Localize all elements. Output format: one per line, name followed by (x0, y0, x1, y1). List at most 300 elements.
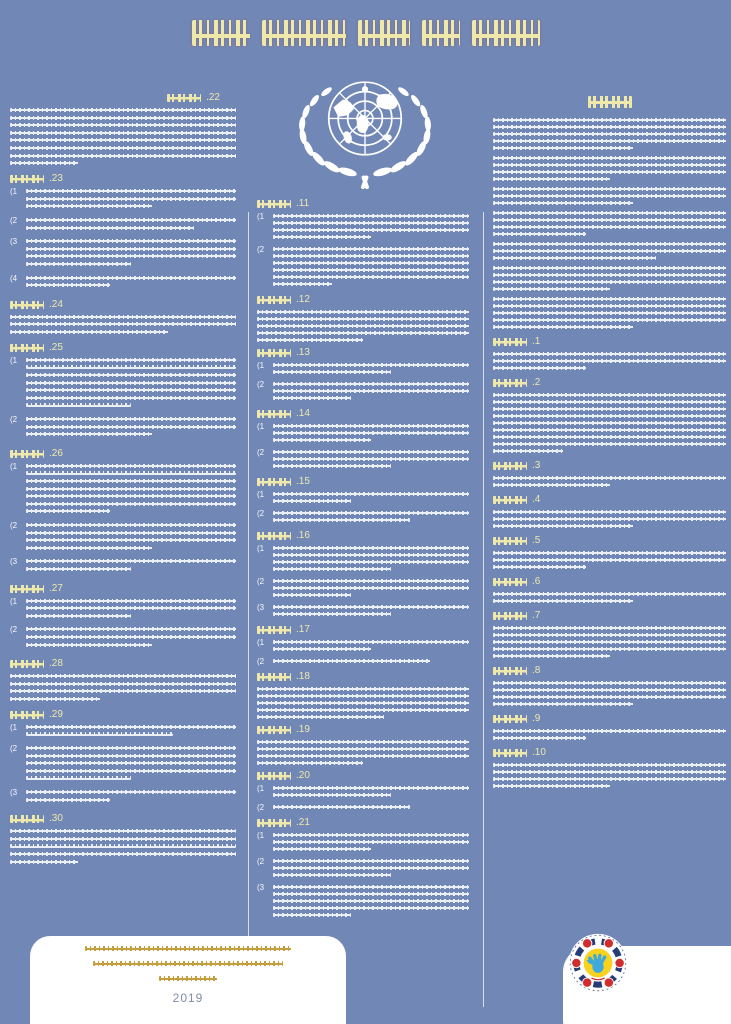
clause-lines (26, 239, 236, 269)
article-number: .12 (296, 294, 310, 305)
article-heading (493, 611, 726, 621)
clause-lines (273, 546, 469, 574)
script-text-line (273, 221, 469, 225)
column-divider-right (483, 212, 484, 1007)
clause-lines (273, 424, 469, 445)
clause-lines (26, 523, 236, 553)
olive-leaf (338, 166, 358, 178)
script-text-line (493, 435, 726, 439)
script-text-line (273, 457, 469, 461)
script-text-line (26, 403, 131, 407)
script-text-line (273, 511, 469, 515)
article-number: .3 (532, 460, 541, 471)
article-word-script (257, 726, 291, 734)
article-2 (493, 378, 726, 453)
script-text-line (273, 866, 469, 870)
paragraph (10, 108, 236, 165)
script-text-line (257, 331, 469, 335)
script-text-line (493, 352, 726, 356)
clause (257, 492, 469, 506)
article-26 (10, 449, 236, 575)
article-30 (10, 814, 236, 863)
script-text-line (10, 674, 236, 678)
clause (10, 417, 236, 440)
article-number: .18 (296, 671, 310, 682)
paragraph (493, 626, 726, 658)
clause (10, 746, 236, 784)
script-text-line (26, 396, 236, 400)
script-text-line (273, 363, 469, 367)
script-text-line (273, 261, 469, 265)
clause (10, 596, 236, 622)
script-text-line (26, 197, 236, 201)
script-text-line (493, 442, 726, 446)
clause (10, 461, 236, 517)
olive-leaf (424, 116, 431, 131)
clause-number: (2 (257, 509, 265, 518)
olive-leaf (389, 159, 408, 175)
script-text-line (26, 494, 236, 498)
script-text-line (493, 599, 633, 603)
script-text-line (273, 268, 469, 272)
clause-lines (26, 276, 236, 291)
clause-number: (1 (10, 461, 18, 471)
script-text-line (273, 424, 469, 428)
script-text-line (493, 558, 726, 562)
clause-number: (2 (257, 657, 265, 666)
article-word-script (257, 296, 291, 304)
script-text-line (273, 593, 351, 597)
script-text-line (493, 421, 726, 425)
clause-lines (26, 790, 236, 805)
article-heading (257, 818, 469, 828)
article-number: .13 (296, 347, 310, 358)
clause-number: (1 (257, 212, 265, 221)
script-text-line (10, 837, 236, 841)
script-text-line (493, 359, 726, 363)
script-text-line (493, 211, 726, 215)
script-text-line (493, 565, 586, 569)
script-text-line (493, 784, 610, 788)
script-text-line (493, 232, 586, 236)
script-text-line (26, 776, 131, 780)
clause-number: (1 (257, 422, 265, 431)
script-text-line (26, 204, 152, 208)
clause-lines (273, 640, 469, 654)
article-heading (493, 337, 726, 347)
paragraph (493, 187, 726, 205)
column-articles-11-21 (257, 193, 469, 925)
script-text-line (26, 732, 173, 736)
script-text-line (26, 531, 236, 535)
article-13 (257, 348, 469, 403)
article-heading (493, 748, 726, 758)
clause-number: (3 (257, 883, 265, 892)
clause (257, 511, 469, 525)
script-text-line (493, 194, 726, 198)
script-text-line (273, 605, 469, 609)
article-28 (10, 659, 236, 701)
article-word-script (10, 815, 44, 823)
script-text-line (493, 170, 726, 174)
script-text-line (26, 487, 236, 491)
script-text-line (273, 859, 469, 863)
clause-number: (2 (257, 803, 265, 812)
article-word-script (257, 626, 291, 634)
clause-lines (26, 464, 236, 517)
clause (257, 786, 469, 800)
paragraph (493, 510, 726, 528)
clause-lines (273, 605, 469, 619)
script-text-line (493, 763, 726, 767)
script-text-line (273, 786, 469, 790)
clause (257, 424, 469, 445)
article-word-script (493, 338, 527, 346)
script-text-line (273, 805, 410, 809)
paragraph (10, 674, 236, 701)
script-text-line (493, 163, 726, 167)
script-text-line (273, 885, 469, 889)
script-text-line (26, 746, 236, 750)
script-text-line (10, 844, 236, 848)
clause-number: (1 (10, 596, 18, 606)
script-text-line (493, 654, 610, 658)
article-number: .30 (49, 813, 63, 825)
script-text-line (26, 754, 236, 758)
script-text-line (493, 311, 726, 315)
article-heading (257, 199, 469, 209)
article-19 (257, 725, 469, 765)
clause-number: (1 (257, 490, 265, 499)
script-text-line (26, 599, 236, 603)
script-text-line (273, 553, 469, 557)
article-1 (493, 337, 726, 370)
clause-number: (4 (10, 273, 18, 283)
script-text-line (493, 318, 726, 322)
script-text-line (26, 761, 236, 765)
article-number: .24 (49, 298, 63, 310)
script-text-line (493, 304, 726, 308)
clause-number: (2 (10, 625, 18, 635)
imprint-text (30, 946, 346, 981)
article-heading (493, 495, 726, 505)
article-word-script (493, 667, 527, 675)
clause (10, 520, 236, 553)
clause-lines (273, 786, 469, 800)
article-number: .6 (532, 576, 541, 587)
article-word-script (493, 462, 527, 470)
script-text-line (26, 635, 236, 639)
article-number: .17 (296, 624, 310, 635)
imprint-panel (30, 936, 346, 1024)
script-text-line (273, 546, 469, 550)
clause-number: (2 (10, 520, 18, 530)
script-text-line (273, 847, 371, 851)
clause-number: (1 (10, 187, 18, 197)
article-number: .26 (49, 447, 63, 459)
script-text-line (273, 438, 371, 442)
clause (10, 215, 236, 233)
clause (10, 790, 236, 805)
script-text-line (493, 449, 563, 453)
paragraph (257, 687, 469, 719)
article-word-script (257, 410, 291, 418)
paragraph (493, 476, 726, 487)
clause-lines (26, 189, 236, 212)
script-text-line (26, 523, 236, 527)
clause (10, 189, 236, 212)
article-heading (493, 714, 726, 724)
article-word-script (493, 496, 527, 504)
script-text-line (273, 370, 391, 374)
article-word-script (10, 450, 44, 458)
script-text-line (493, 242, 726, 246)
clause-number: (3 (10, 557, 18, 567)
clause-number: (1 (257, 361, 265, 370)
script-text-line (273, 499, 351, 503)
script-text-line (493, 256, 656, 260)
script-text-line (26, 358, 236, 362)
script-text-line (26, 546, 152, 550)
clause (257, 605, 469, 619)
script-text-line (257, 740, 469, 744)
clause (257, 659, 469, 666)
clause (257, 214, 469, 242)
clause-lines (26, 599, 236, 622)
clause-lines (273, 247, 469, 289)
script-text-line (10, 322, 236, 326)
script-text-line (26, 254, 236, 258)
script-text-line (273, 492, 469, 496)
article-word-script (10, 175, 44, 183)
clause (10, 355, 236, 411)
script-text-line (273, 840, 469, 844)
article-heading (493, 536, 726, 546)
script-text-line (493, 187, 726, 191)
clause-number: (1 (257, 831, 265, 840)
article-number: .25 (49, 341, 63, 353)
article-word-script (167, 94, 201, 102)
script-text-line (273, 282, 332, 286)
article-word-script (257, 772, 291, 780)
script-text-line (493, 273, 726, 277)
article-21 (257, 818, 469, 920)
clause-lines (273, 833, 469, 854)
script-text-line (273, 235, 371, 239)
clause-number: (3 (10, 788, 18, 798)
imprint-script-line (159, 976, 217, 981)
column-preamble-articles-1-10 (493, 94, 726, 794)
script-text-line (26, 388, 236, 392)
clause (257, 859, 469, 880)
article-word-script (10, 344, 44, 352)
script-text-line (493, 428, 726, 432)
article-heading (257, 725, 469, 735)
paragraph (493, 118, 726, 150)
article-16 (257, 531, 469, 619)
script-text-line (273, 899, 469, 903)
script-text-line (493, 695, 726, 699)
article-number: .23 (49, 173, 63, 185)
script-text-line (273, 659, 430, 663)
olive-leaf (372, 166, 392, 178)
script-text-line (493, 551, 726, 555)
script-text-line (26, 790, 236, 794)
script-text-line (493, 266, 726, 270)
script-text-line (26, 502, 236, 506)
article-5 (493, 536, 726, 569)
clause (257, 833, 469, 854)
article-29 (10, 710, 236, 805)
script-text-line (273, 567, 391, 571)
script-text-line (10, 123, 236, 127)
article-11 (257, 199, 469, 289)
article-10 (493, 748, 726, 788)
script-text-line (26, 559, 236, 563)
script-text-line (26, 769, 236, 773)
script-text-line (273, 906, 469, 910)
paragraph (493, 763, 726, 788)
script-text-line (26, 276, 236, 280)
clause-number: (1 (10, 355, 18, 365)
script-text-line (493, 177, 610, 181)
united-nations-emblem-icon (286, 68, 444, 202)
article-word-script (10, 301, 44, 309)
script-text-line (26, 606, 236, 610)
script-text-line (257, 708, 469, 712)
article-heading (257, 531, 469, 541)
script-text-line (10, 682, 236, 686)
article-word-script (493, 537, 527, 545)
article-heading (10, 710, 236, 720)
clause-lines (273, 859, 469, 880)
paragraph (493, 393, 726, 453)
script-text-line (26, 425, 236, 429)
article-word-script (493, 715, 527, 723)
article-number: .29 (49, 708, 63, 720)
article-number: .28 (49, 658, 63, 670)
clause-lines (273, 363, 469, 377)
script-text-line (257, 687, 469, 691)
article-17 (257, 625, 469, 666)
clause (257, 805, 469, 812)
article-12 (257, 295, 469, 342)
script-text-line (10, 315, 236, 319)
script-text-line (273, 228, 469, 232)
clause-lines (273, 659, 469, 666)
title-word-script (192, 20, 250, 46)
article-25 (10, 343, 236, 440)
script-text-line (493, 626, 726, 630)
script-text-line (10, 108, 236, 112)
article-word-script (257, 819, 291, 827)
article-heading (257, 625, 469, 635)
article-word-script (257, 349, 291, 357)
script-text-line (273, 647, 371, 651)
article-18 (257, 672, 469, 719)
script-text-line (26, 189, 236, 193)
script-text-line (493, 225, 726, 229)
script-text-line (493, 729, 726, 733)
script-text-line (493, 280, 726, 284)
script-text-line (493, 125, 726, 129)
column-articles-22-30 (10, 84, 236, 870)
article-8 (493, 666, 726, 706)
script-text-line (273, 450, 469, 454)
clause-lines (273, 511, 469, 525)
clause (257, 640, 469, 654)
clause (10, 627, 236, 650)
script-text-line (257, 310, 469, 314)
olive-leaf (409, 94, 421, 108)
clause-number: (2 (257, 857, 265, 866)
title-word-script (262, 20, 346, 46)
paragraph (493, 551, 726, 569)
article-22 (10, 93, 236, 165)
script-text-line (26, 479, 236, 483)
script-text-line (10, 154, 236, 158)
article-heading (10, 814, 236, 824)
script-text-line (10, 829, 236, 833)
script-text-line (26, 226, 194, 230)
script-text-line (273, 275, 469, 279)
clause (10, 722, 236, 740)
clause-number: (3 (257, 603, 265, 612)
clause-number: (2 (10, 215, 18, 225)
script-text-line (493, 517, 726, 521)
article-heading (257, 409, 469, 419)
script-text-line (273, 793, 391, 797)
article-heading (257, 771, 469, 781)
paragraph (493, 352, 726, 370)
article-number: .8 (532, 665, 541, 676)
page-title (0, 20, 731, 46)
script-text-line (493, 139, 726, 143)
clause-lines (273, 214, 469, 242)
script-text-line (273, 396, 351, 400)
script-text-line (493, 736, 586, 740)
script-text-line (493, 476, 726, 480)
article-word-script (493, 379, 527, 387)
article-heading (10, 93, 236, 103)
article-word-script (493, 612, 527, 620)
article-number: .10 (532, 747, 546, 758)
paragraph (10, 315, 236, 334)
script-text-line (26, 262, 131, 266)
script-text-line (10, 116, 236, 120)
article-23 (10, 174, 236, 291)
script-text-line (273, 560, 469, 564)
script-text-line (10, 689, 236, 693)
paragraph (493, 681, 726, 706)
clause-number: (2 (10, 744, 18, 754)
clause (10, 239, 236, 269)
article-word-script (493, 749, 527, 757)
human-rights-logo-icon (566, 931, 630, 995)
script-text-line (493, 393, 726, 397)
script-text-line (26, 614, 131, 618)
article-number: .16 (296, 530, 310, 541)
paragraph (10, 829, 236, 863)
article-word-script (493, 578, 527, 586)
clause (257, 382, 469, 403)
script-text-line (257, 747, 469, 751)
script-text-line (273, 214, 469, 218)
imprint-script-line (93, 961, 283, 966)
article-number: .4 (532, 494, 541, 505)
article-number: .22 (206, 92, 220, 103)
clause-lines (273, 885, 469, 920)
